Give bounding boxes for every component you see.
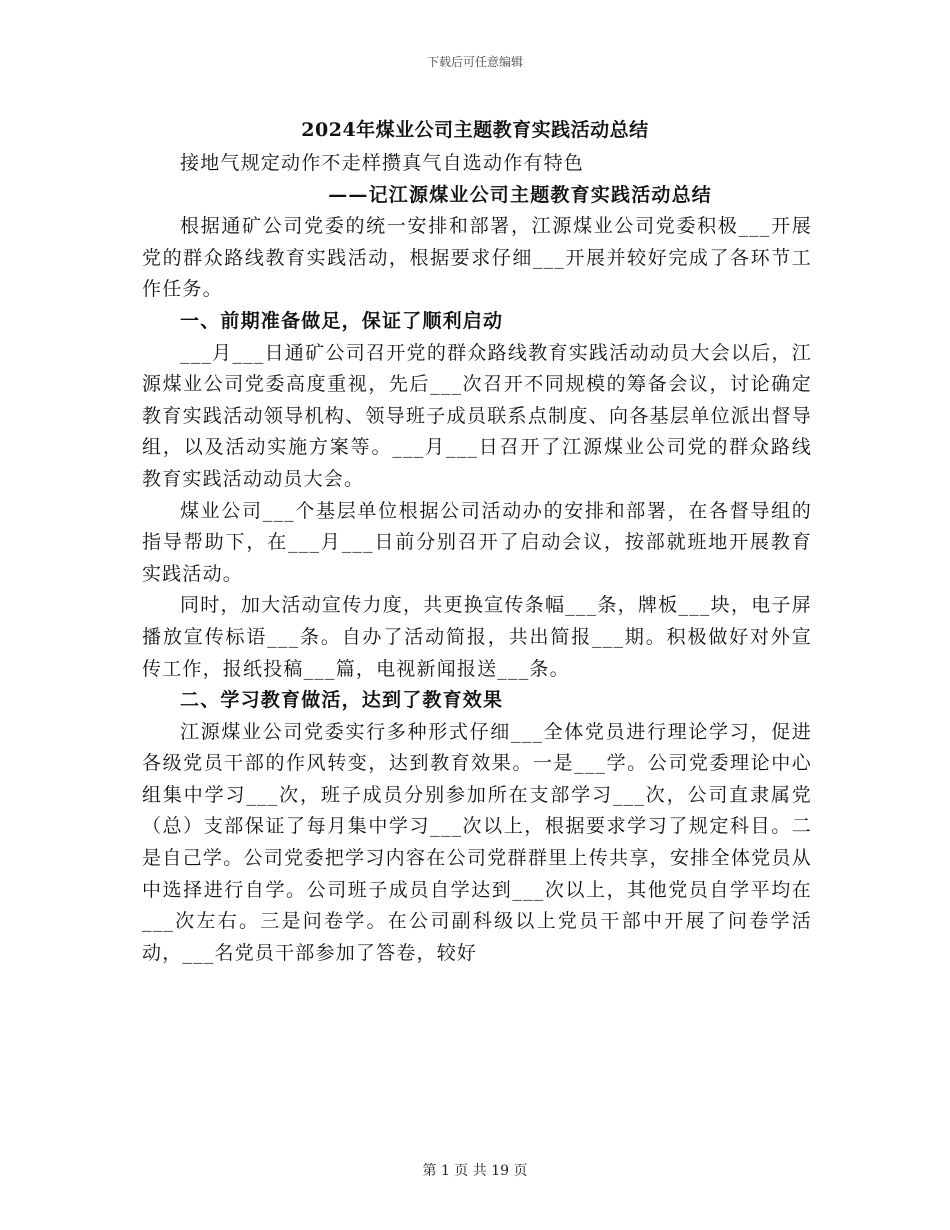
intro-paragraph: 根据通矿公司党委的统一安排和部署，江源煤业公司党委积极___开展党的群众路线教育实践活动，根据要求仔细___开展并较好完成了各环节工作任务。 [142,215,812,301]
page-header-note: 下载后可任意编辑 [426,55,523,69]
section-2-paragraph-1: 江源煤业公司党委实行多种形式仔细___全体党员进行理论学习，促进各级党员干部的作风转变，达到教育效果。一是___学。公司党委理论中心组集中学习___次，班子成员分别参加所在支部学习___次，公司直隶属党（总）支部保证了每月集中学习___次以上，根据要求学习了规定科目。二是自己学。公司党委把学习内容在公司党群群里上传共享，安排全体党员从中选择进行自学。公司班子成员自学达到___次以上，其他党员自学平均在___次左右。三是问卷学。在公司副科级以上党员干部中开展了问卷学活动，___名党员干部参加了答卷，较好 [142,720,812,964]
document-body [142,148,812,969]
section-1-heading: 一、前期准备做足，保证了顺利启动 [180,309,504,332]
page-footer: 第 1 页 共 19 页 [422,1163,528,1179]
subtitle-line-1: 接地气规定动作不走样攒真气自选动作有特色 [180,152,585,174]
section-2-heading: 二、学习教育做活，达到了教育效果 [180,689,504,712]
section-1-paragraph-2: 煤业公司___个基层单位根据公司活动办的安排和部署，在各督导组的指导帮助下，在___月___日前分别召开了启动会议，按部就班地开展教育实践活动。 [142,499,812,585]
section-1-paragraph-3: 同时，加大活动宣传力度，共更换宣传条幅___条，牌板___块，电子屏播放宣传标语___条。自办了活动简报，共出简报___期。积极做好对外宣传工作，报纸投稿___篇，电视新闻报送___条。 [142,594,812,680]
section-1-paragraph-1: ___月___日通矿公司召开党的群众路线教育实践活动动员大会以后，江源煤业公司党委高度重视，先后___次召开不同规模的筹备会议，讨论确定教育实践活动领导机构、领导班子成员联系点制度、向各基层单位派出督导组，以及活动实施方案等。___月___日召开了江源煤业公司党的群众路线教育实践活动动员大会。 [142,341,812,490]
document-title: 2024年煤业公司主题教育实践活动总结 [301,119,649,141]
subtitle-line-2: ——记江源煤业公司主题教育实践活动总结 [328,183,712,206]
